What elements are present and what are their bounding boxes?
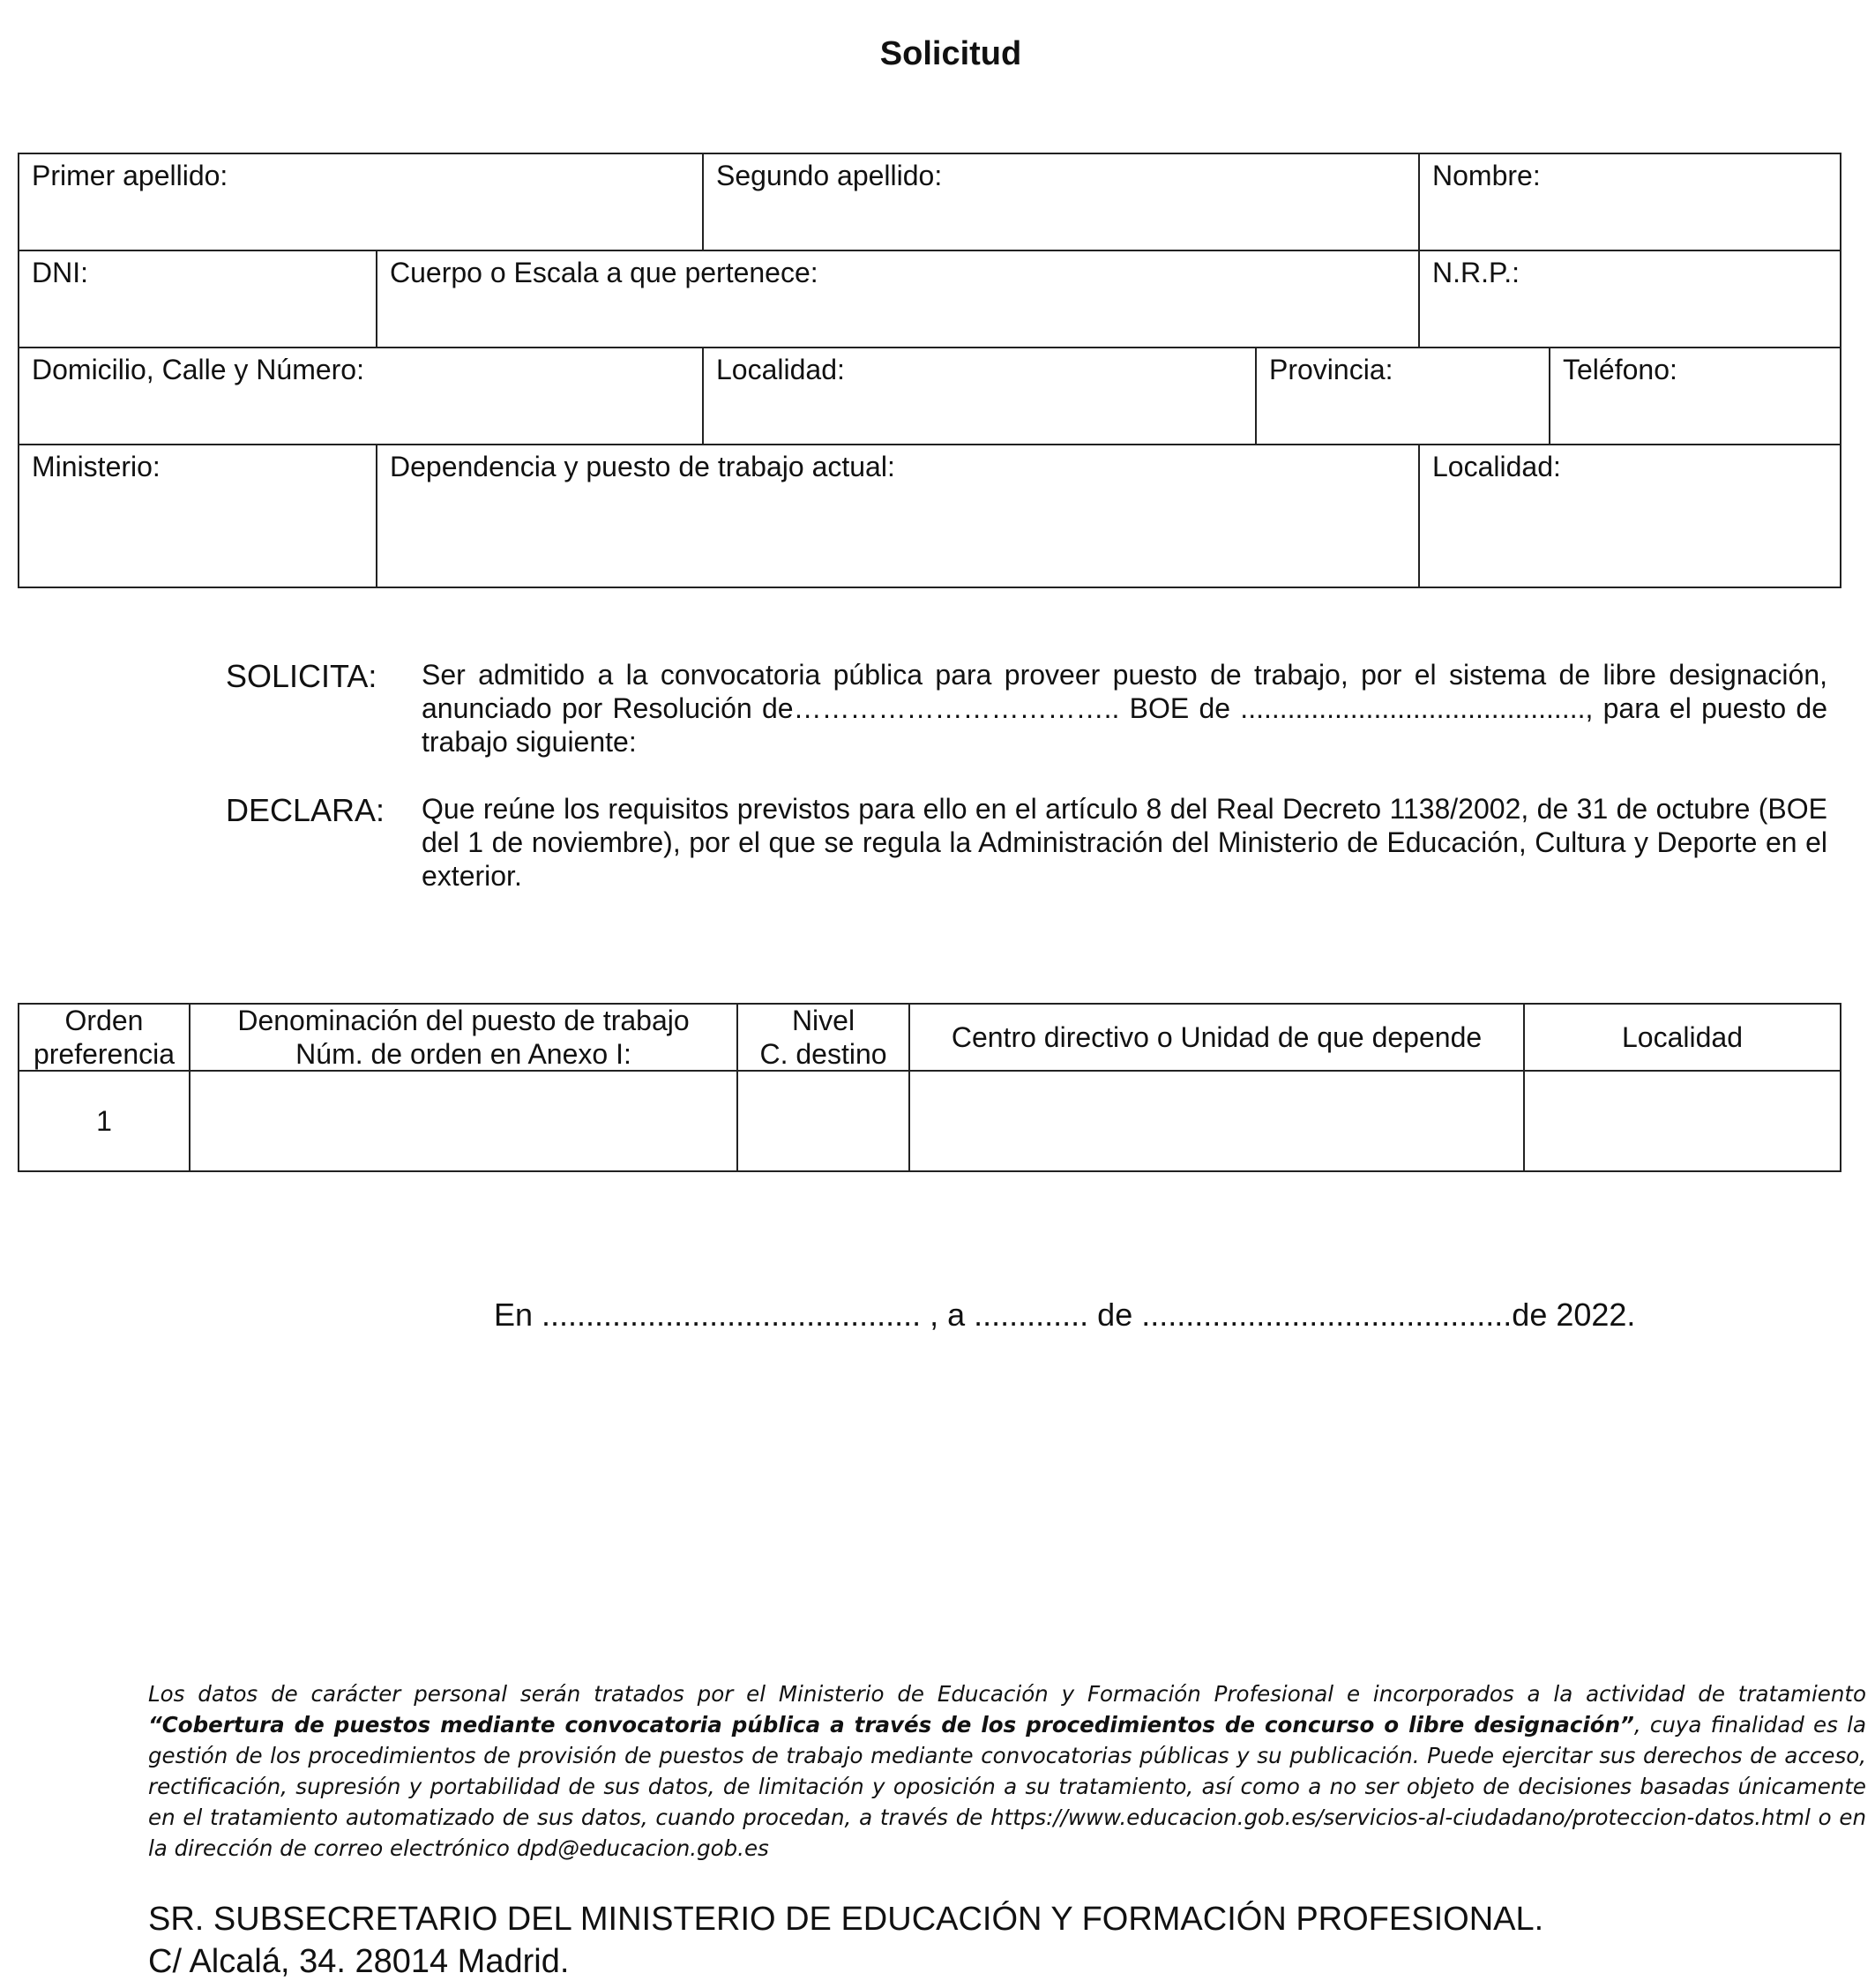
declara-text: Que reúne los requisitos previstos para ello en el artículo 8 del Real Decreto 1138/2002, de 31 de octubre (BOE del 1 de noviembre), por el que se regula la Administración del Ministerio de Educación, Cultura y Deporte en el exterior. xyxy=(422,793,1827,892)
provincia-label: Provincia: xyxy=(1269,354,1393,385)
cell-centro[interactable] xyxy=(910,1072,1523,1170)
header-nivel-line1: Nivel xyxy=(791,1005,855,1036)
orden-value: 1 xyxy=(96,1104,112,1137)
header-orden xyxy=(19,1005,189,1072)
addressee-line2: C/ Alcalá, 34. 28014 Madrid. xyxy=(148,1943,570,1980)
nrp-label: N.R.P.: xyxy=(1432,257,1520,288)
privacy-activity-name: “Cobertura de puestos mediante convocatoria pública a través de los procedimientos de concurso o libre designación” xyxy=(148,1712,1634,1738)
header-orden-line2: preferencia xyxy=(33,1038,176,1070)
header-localidad xyxy=(1525,1005,1840,1072)
positions-table xyxy=(18,1003,1841,1172)
localidad-actual-label: Localidad: xyxy=(1432,451,1561,482)
primer-apellido-label: Primer apellido: xyxy=(32,160,228,191)
header-centro xyxy=(910,1005,1523,1072)
localidad-label: Localidad: xyxy=(716,354,845,385)
solicita-label: SOLICITA: xyxy=(226,658,377,694)
dependencia-label: Dependencia y puesto de trabajo actual: xyxy=(390,451,895,482)
cell-localidad[interactable] xyxy=(1525,1072,1840,1170)
ministerio-label: Ministerio: xyxy=(32,451,161,482)
nombre-label: Nombre: xyxy=(1432,160,1541,191)
column-orden xyxy=(19,1005,190,1170)
header-denominacion-line1: Denominación del puesto de trabajo xyxy=(237,1005,690,1036)
declara-label: DECLARA: xyxy=(226,792,385,828)
nrp-field[interactable] xyxy=(1420,251,1840,348)
column-denominacion xyxy=(190,1005,738,1170)
privacy-notice xyxy=(148,1678,1866,1864)
header-centro-label: Centro directivo o Unidad de que depende xyxy=(951,1021,1483,1053)
segundo-apellido-label: Segundo apellido: xyxy=(716,160,943,191)
header-nivel-line2: C. destino xyxy=(759,1038,887,1070)
nombre-field[interactable] xyxy=(1420,154,1840,251)
privacy-text-1: Los datos de carácter personal serán tratados por el Ministerio de Educación y Formación Profesional e incorporados a la actividad de tratamiento xyxy=(148,1681,1866,1707)
provincia-field[interactable] xyxy=(1257,348,1550,445)
header-nivel xyxy=(738,1005,908,1072)
page-title: Solicitud xyxy=(879,35,1022,72)
personal-data-form xyxy=(18,153,1841,588)
cuerpo-label: Cuerpo o Escala a que pertenece: xyxy=(390,257,818,288)
localidad-field[interactable] xyxy=(704,348,1257,445)
cell-nivel[interactable] xyxy=(738,1072,908,1170)
telefono-field[interactable] xyxy=(1550,348,1840,445)
localidad-actual-field[interactable] xyxy=(1420,445,1840,587)
column-localidad xyxy=(1525,1005,1840,1170)
dni-label: DNI: xyxy=(32,257,88,288)
place-date-line: En ........................................... , a ............. de ..........................................de 2022. xyxy=(494,1297,1636,1333)
domicilio-label: Domicilio, Calle y Número: xyxy=(32,354,364,385)
dependencia-field[interactable] xyxy=(377,445,1420,587)
dni-field[interactable] xyxy=(19,251,377,348)
cell-denominacion[interactable] xyxy=(190,1072,736,1170)
column-nivel xyxy=(738,1005,910,1170)
cell-orden xyxy=(19,1072,189,1170)
header-localidad-label: Localidad xyxy=(1622,1021,1743,1053)
cuerpo-field[interactable] xyxy=(377,251,1420,348)
column-centro xyxy=(910,1005,1525,1170)
solicita-text: Ser admitido a la convocatoria pública para proveer puesto de trabajo, por el sistema de libre designación, anunciado por Resolución de…………………………….. BOE de ............................................, para el puesto de trabajo siguiente: xyxy=(422,659,1827,758)
header-denominacion-line2: Núm. de orden en Anexo I: xyxy=(295,1038,631,1070)
header-orden-line1: Orden xyxy=(64,1005,144,1036)
domicilio-field[interactable] xyxy=(19,348,704,445)
addressee-line1: SR. SUBSECRETARIO DEL MINISTERIO DE EDUCACIÓN Y FORMACIÓN PROFESIONAL. xyxy=(148,1901,1544,1938)
segundo-apellido-field[interactable] xyxy=(704,154,1420,251)
header-denominacion xyxy=(190,1005,736,1072)
privacy-text-2: , cuya finalidad es la gestión de los procedimientos de provisión de puestos de trabajo mediante convocatorias públicas y su publicación. Puede ejercitar sus derechos de acceso, rectificación, supresión y portabilidad de sus datos, de limitación y oposición a su tratamiento, así como a no ser objeto de decisiones basadas únicamente en el tratamiento automatizado de sus datos, cuando procedan, a través de https://www.educacion.gob.es/servicios-al-ciudadano/proteccion-datos.html o en la dirección de correo electrónico dpd@educacion.gob.es xyxy=(148,1712,1866,1861)
telefono-label: Teléfono: xyxy=(1563,354,1677,385)
ministerio-field[interactable] xyxy=(19,445,377,587)
primer-apellido-field[interactable] xyxy=(19,154,704,251)
